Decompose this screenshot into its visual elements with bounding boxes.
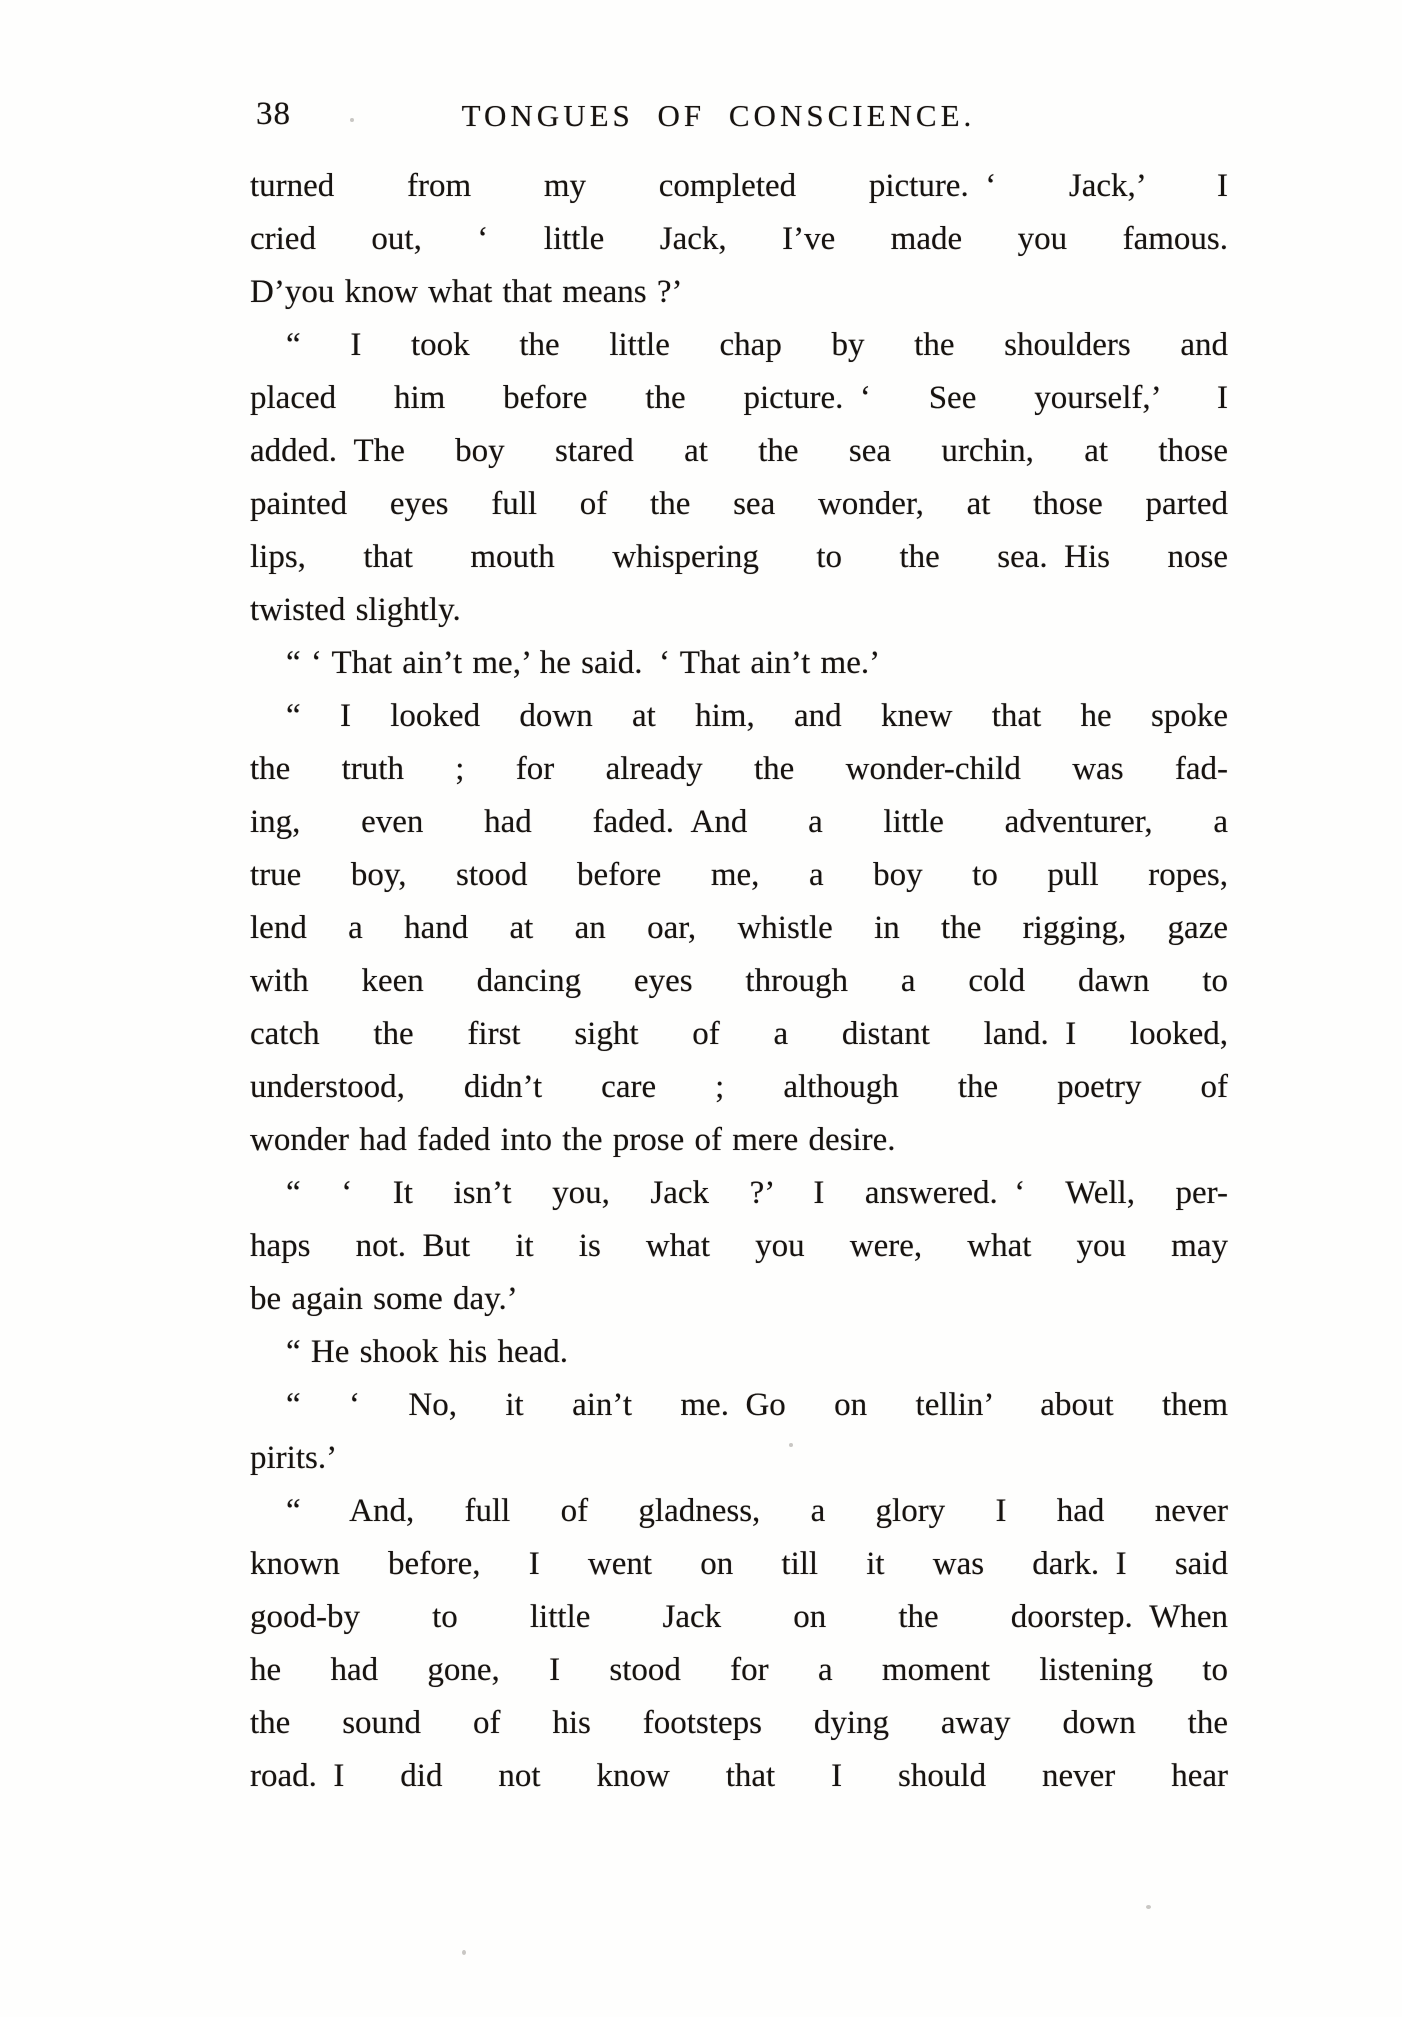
text-line: be again some day.’ (250, 1281, 518, 1317)
page-header (250, 94, 1228, 142)
text-line: cried out, ‘ little Jack, I’ve made you famous. (250, 221, 1228, 257)
text-line: wonder had faded into the prose of mere desire. (250, 1122, 896, 1158)
scan-speck (789, 1443, 793, 1447)
text-line: “ I took the little chap by the shoulders and (286, 327, 1228, 363)
text-line: understood, didn’t care ; although the poetry of (250, 1069, 1228, 1105)
text-line: turned from my completed picture. ‘ Jack,’ I (250, 168, 1228, 204)
text-line: good-by to little Jack on the doorstep. When (250, 1599, 1228, 1635)
text-block (250, 160, 1228, 1803)
text-line: with keen dancing eyes through a cold dawn to (250, 963, 1228, 999)
text-line: the truth ; for already the wonder-child was fad- (250, 751, 1228, 787)
text-line: true boy, stood before me, a boy to pull ropes, (250, 857, 1228, 893)
text-line: pirits.’ (250, 1440, 338, 1476)
text-line: painted eyes full of the sea wonder, at those parted (250, 486, 1228, 522)
text-line: road. I did not know that I should never hear (250, 1758, 1228, 1794)
text-line: twisted slightly. (250, 592, 461, 628)
page-number: 38 (256, 96, 291, 132)
text-line: D’you know what that means ?’ (250, 274, 683, 310)
text-line: “ ‘ That ain’t me,’ he said. ‘ That ain’t me.’ (286, 645, 881, 681)
text-line: “ ‘ It isn’t you, Jack ?’ I answered. ‘ Well, per- (286, 1175, 1228, 1211)
scan-speck (462, 1950, 466, 1955)
text-line: placed him before the picture. ‘ See yourself,’ I (250, 380, 1228, 416)
text-line: haps not. But it is what you were, what you may (250, 1228, 1228, 1264)
text-line: lend a hand at an oar, whistle in the rigging, gaze (250, 910, 1228, 946)
scan-speck (350, 118, 354, 122)
running-head: TONGUES OF CONSCIENCE. (461, 98, 976, 133)
text-line: catch the first sight of a distant land. I looked, (250, 1016, 1228, 1052)
text-line: “ And, full of gladness, a glory I had never (286, 1493, 1228, 1529)
text-line: the sound of his footsteps dying away down the (250, 1705, 1228, 1741)
scan-speck (1146, 1905, 1151, 1909)
text-line: “ I looked down at him, and knew that he spoke (286, 698, 1228, 734)
text-line: he had gone, I stood for a moment listening to (250, 1652, 1228, 1688)
text-line: “ ‘ No, it ain’t me. Go on tellin’ about them (286, 1387, 1228, 1423)
text-line: lips, that mouth whispering to the sea. His nose (250, 539, 1228, 575)
text-line: “ He shook his head. (286, 1334, 569, 1370)
text-line: ing, even had faded. And a little adventurer, a (250, 804, 1228, 840)
text-line: known before, I went on till it was dark. I said (250, 1546, 1228, 1582)
text-line: added. The boy stared at the sea urchin, at those (250, 433, 1228, 469)
